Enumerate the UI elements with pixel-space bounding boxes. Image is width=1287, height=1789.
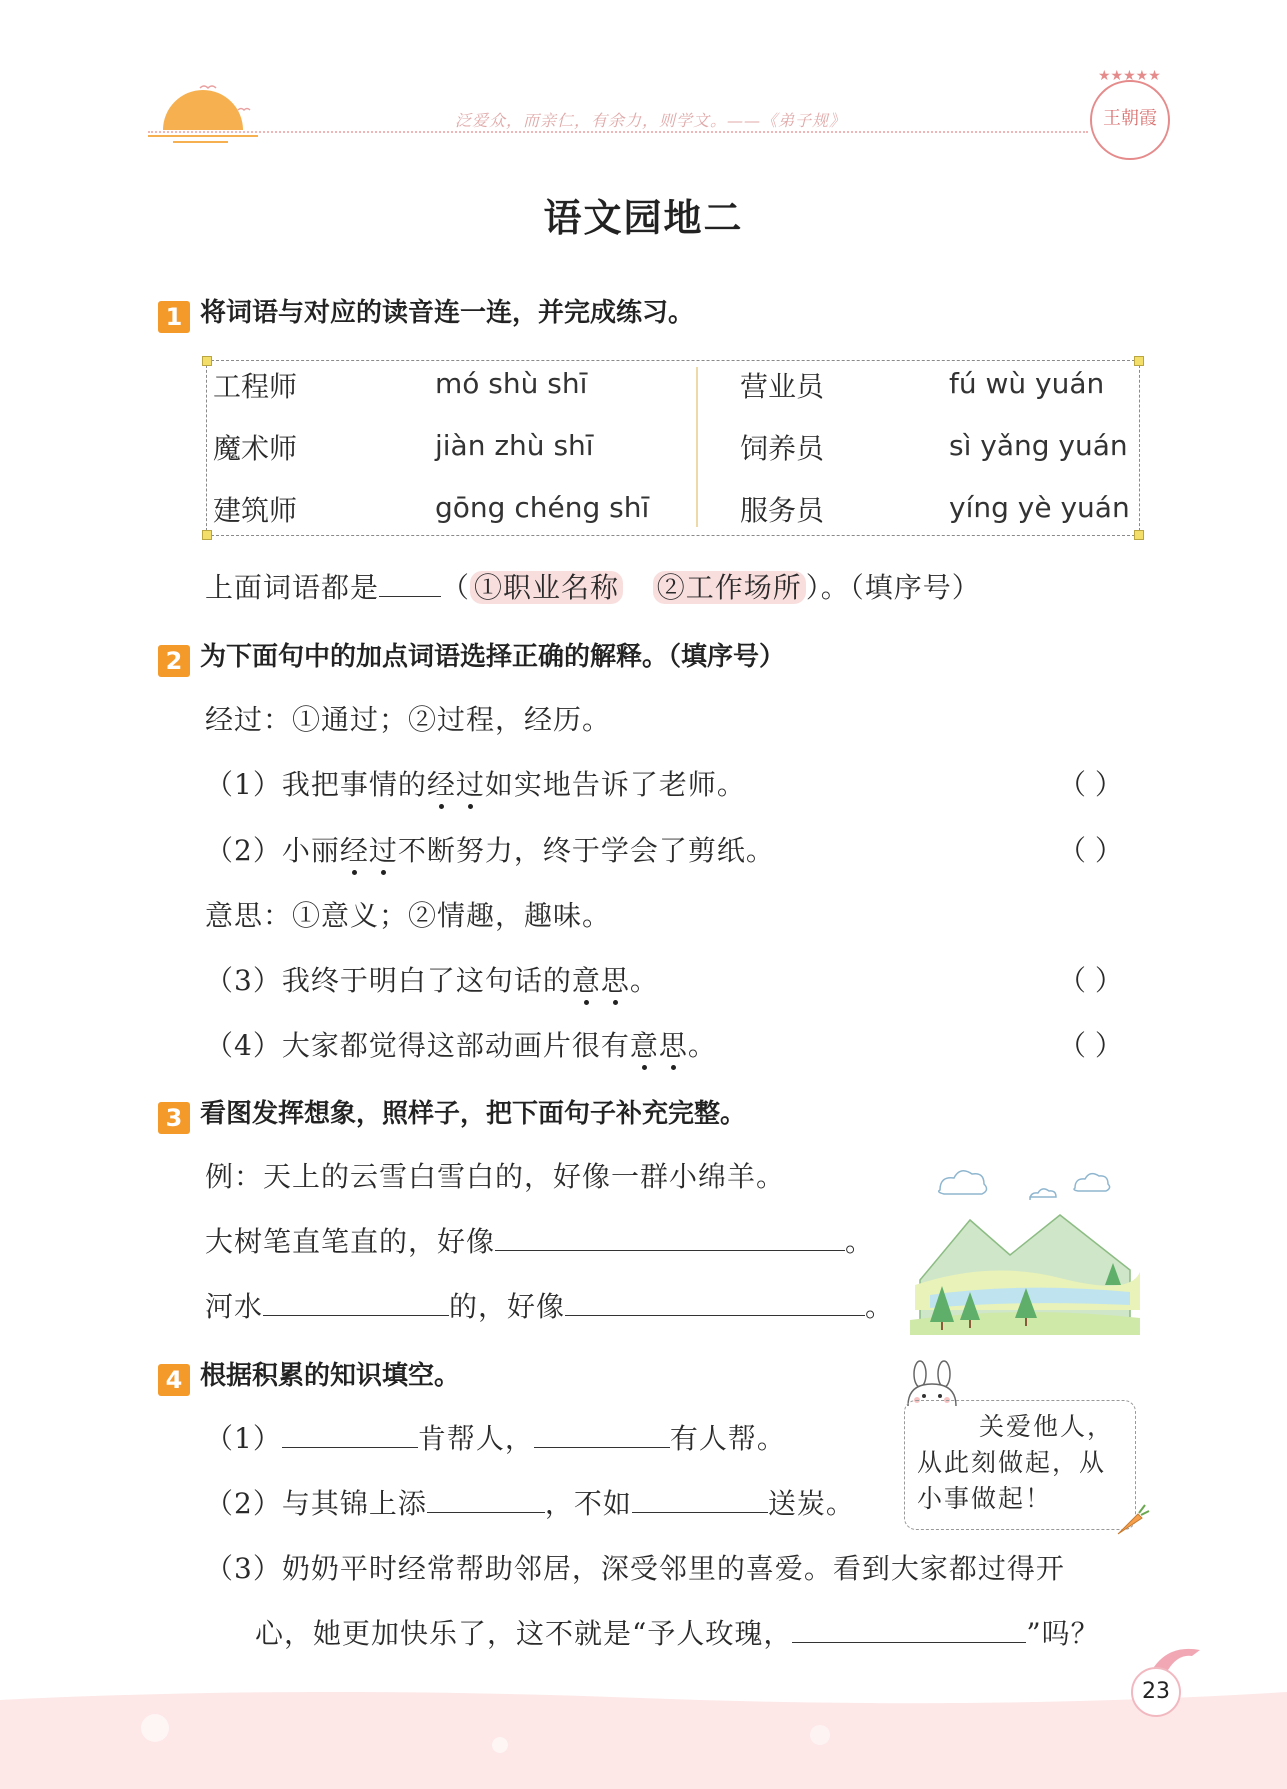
q1-fill-open: （: [441, 571, 471, 604]
q2-answer-paren-4[interactable]: （ ）: [1058, 1029, 1123, 1062]
bubble-line: 小事做起！: [917, 1484, 1053, 1513]
sentence-text: （4）大家都觉得这部动画片很有: [205, 1029, 630, 1062]
q4-blank-3[interactable]: [427, 1486, 545, 1513]
pinyin-item[interactable]: sì yǎng yuán: [949, 429, 1128, 462]
sentence-text: 。: [629, 964, 659, 997]
q3-blank-1[interactable]: [495, 1224, 845, 1251]
q2-definition-2: 意思：①意义；②情趣，趣味。: [205, 899, 612, 932]
q2-sentence-4: [205, 1024, 717, 1064]
q3-example: 例：天上的云雪白雪白的，好像一群小绵羊。: [205, 1160, 786, 1193]
bubble-line: 从此刻做起，从: [917, 1448, 1107, 1477]
tip-bubble: [904, 1400, 1136, 1530]
q1-answer-blank[interactable]: [379, 570, 441, 597]
q4-line-3: （3）奶奶平时经常帮助邻居，深受邻里的喜爱。看到大家都过得开: [205, 1552, 1065, 1585]
sentence-text: 送炭。: [767, 1487, 855, 1520]
q3-blank-3[interactable]: [565, 1289, 865, 1316]
box-divider: [696, 367, 698, 527]
sentence-text: （1）: [205, 1422, 282, 1455]
q2-title: 为下面句中的加点词语选择正确的解释。（填序号）: [200, 642, 786, 672]
emphasis-char: 经: [426, 768, 456, 801]
sentence-text: （3）我终于明白了这句话的: [205, 964, 572, 997]
emphasis-char: 过: [368, 834, 398, 867]
q1-option-2: ②工作场所: [653, 571, 806, 604]
stamp-text: 王朝霞: [1103, 108, 1157, 129]
q3-number: 3: [158, 1102, 190, 1134]
stamp-stars: ★★★★★: [1098, 68, 1161, 84]
box-corner: [202, 530, 212, 540]
pinyin-item[interactable]: fú wù yuán: [949, 367, 1105, 400]
sentence-text: 大树笔直笔直的，好像: [205, 1225, 496, 1258]
landscape-illustration: [900, 1160, 1150, 1340]
sentence-text: 如实地告诉了老师。: [484, 768, 746, 801]
q2-definition-1: 经过：①通过；②过程，经历。: [205, 703, 612, 736]
dotted-word: [572, 964, 630, 997]
q1-fill-line: [205, 566, 981, 606]
sentence-text: ，不如: [544, 1487, 632, 1520]
sentence-text: 不断努力，终于学会了剪纸。: [397, 834, 775, 867]
word-item[interactable]: 建筑师: [213, 494, 298, 527]
sentence-text: 心，她更加快乐了，这不就是“予人玫瑰，: [255, 1617, 793, 1650]
sentence-text: （2）与其锦上添: [205, 1487, 427, 1520]
sentence-text: ”吗？: [1026, 1617, 1100, 1650]
q1-option-1: ①职业名称: [470, 571, 623, 604]
q2-heading: [158, 636, 785, 677]
q2-number: 2: [158, 645, 190, 677]
q4-blank-1[interactable]: [282, 1421, 418, 1448]
carrot-icon: [1112, 1500, 1152, 1540]
q2-answer-paren-2[interactable]: （ ）: [1058, 834, 1123, 867]
word-item[interactable]: 服务员: [740, 494, 825, 527]
q2-sentence-1: [205, 763, 746, 803]
sentence-text: 。: [687, 1029, 717, 1062]
q3-line-2: [205, 1285, 894, 1325]
q3-heading: [158, 1093, 746, 1134]
q3-blank-2[interactable]: [263, 1289, 449, 1316]
box-corner: [202, 356, 212, 366]
q1-title: 将词语与对应的读音连一连，并完成练习。: [200, 298, 695, 328]
sunset-logo: [148, 78, 258, 148]
q4-line-2: [205, 1482, 855, 1522]
q4-blank-2[interactable]: [534, 1421, 670, 1448]
page-number: 23: [1131, 1667, 1181, 1717]
pinyin-item[interactable]: jiàn zhù shī: [435, 429, 594, 462]
q2-answer-paren-3[interactable]: （ ）: [1058, 964, 1123, 997]
emphasis-char: 思: [658, 1029, 688, 1062]
q2-sentence-3: [205, 959, 659, 999]
q4-blank-4[interactable]: [632, 1486, 768, 1513]
q4-title: 根据积累的知识填空。: [200, 1361, 461, 1391]
q1-matching-box: [206, 360, 1140, 536]
q2-answer-paren-1[interactable]: （ ）: [1058, 768, 1123, 801]
dotted-word: [630, 1029, 688, 1062]
header-divider: [148, 131, 1088, 133]
dotted-word: [427, 768, 485, 801]
q4-heading: [158, 1355, 460, 1396]
word-item[interactable]: 魔术师: [213, 432, 298, 465]
sentence-text: 肯帮人，: [417, 1422, 534, 1455]
pinyin-item[interactable]: gōng chéng shī: [435, 491, 650, 524]
word-item[interactable]: 饲养员: [740, 432, 825, 465]
q1-fill-suffix: ）。（填序号）: [805, 571, 981, 604]
emphasis-char: 意: [571, 964, 601, 997]
sentence-text: 。: [865, 1290, 895, 1323]
q1-number: 1: [158, 301, 190, 333]
sentence-text: 。: [845, 1225, 875, 1258]
emphasis-char: 过: [455, 768, 485, 801]
box-corner: [1134, 530, 1144, 540]
q4-number: 4: [158, 1364, 190, 1396]
q1-heading: [158, 292, 694, 333]
sentence-text: 河水: [205, 1290, 264, 1323]
q2-sentence-2: [205, 829, 775, 869]
sentence-text: （2）小丽: [205, 834, 340, 867]
emphasis-char: 思: [600, 964, 630, 997]
q4-line-1: [205, 1417, 786, 1457]
bottom-pink-band: [0, 1690, 1287, 1789]
stamp-logo: [1090, 68, 1170, 160]
header-motto: 泛爱众，而亲仁，有余力，则学文。——《弟子规》: [455, 111, 847, 130]
q3-title: 看图发挥想象，照样子，把下面句子补充完整。: [200, 1099, 747, 1129]
sentence-text: （1）我把事情的: [205, 768, 427, 801]
pinyin-item[interactable]: mó shù shī: [435, 367, 588, 400]
sentence-text: 有人帮。: [669, 1422, 786, 1455]
emphasis-char: 意: [629, 1029, 659, 1062]
pinyin-item[interactable]: yíng yè yuán: [949, 491, 1130, 524]
dotted-word: [340, 834, 398, 867]
word-item[interactable]: 工程师: [213, 370, 298, 403]
q3-line-1: [205, 1220, 874, 1260]
sentence-text: 的，好像: [449, 1290, 566, 1323]
q4-line-4: [255, 1612, 1100, 1652]
box-corner: [1134, 356, 1144, 366]
emphasis-char: 经: [339, 834, 369, 867]
q1-fill-prefix: 上面词语都是: [205, 571, 380, 604]
bubble-line: 关爱他人，: [979, 1412, 1115, 1441]
q4-blank-5[interactable]: [792, 1616, 1026, 1643]
page-title: 语文园地二: [543, 196, 744, 240]
word-item[interactable]: 营业员: [740, 370, 825, 403]
